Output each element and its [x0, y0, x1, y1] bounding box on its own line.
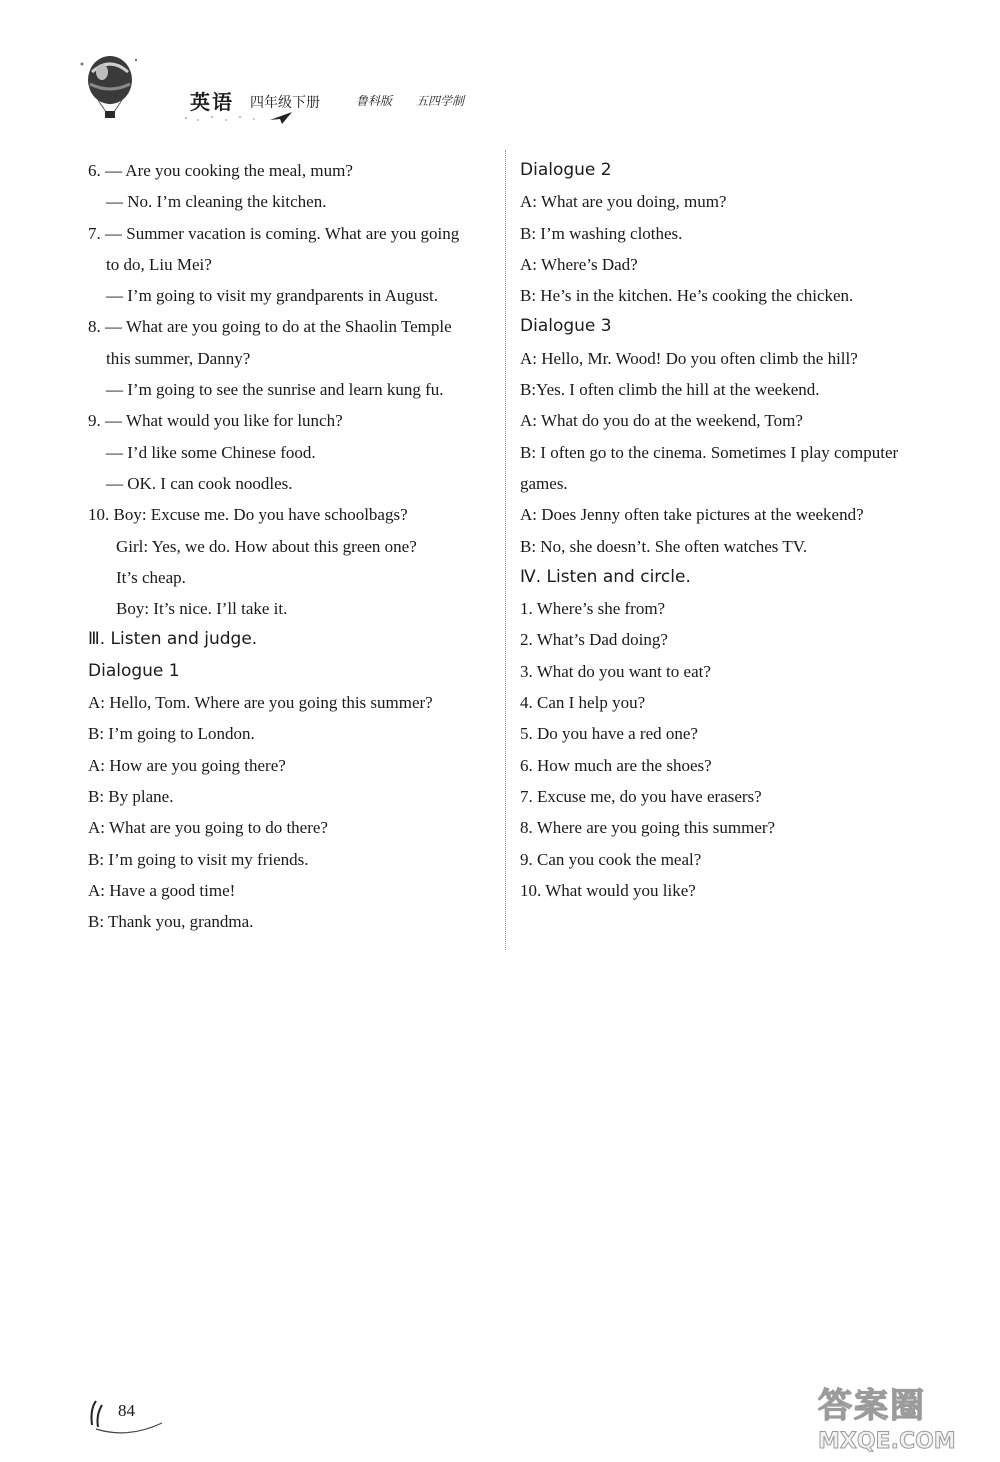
text-line: to do, Liu Mei?: [106, 254, 212, 274]
text-line: A: Hello, Tom. Where are you going this summer?: [88, 693, 433, 713]
text-line: 4. Can I help you?: [520, 693, 646, 713]
text-line: 7. Excuse me, do you have erasers?: [520, 786, 762, 806]
text-line: B: I’m going to visit my friends.: [88, 849, 309, 869]
text-line: 9. Can you cook the meal?: [520, 849, 702, 869]
text-line: A: Does Jenny often take pictures at the weekend?: [520, 505, 864, 525]
text-line: B: I’m going to London.: [88, 724, 255, 744]
text-line: A: Where’s Dad?: [520, 254, 638, 274]
text-line: 10. What would you like?: [520, 880, 696, 900]
text-line: 3. What do you want to eat?: [520, 661, 711, 681]
section-heading: Ⅳ. Listen and circle.: [520, 566, 691, 587]
text-line: B: I often go to the cinema. Sometimes I play computer: [520, 442, 899, 462]
dialogue-heading: Dialogue 2: [520, 160, 612, 180]
left-column: [88, 155, 493, 937]
text-line: A: Have a good time!: [88, 880, 236, 900]
text-line: 8. Where are you going this summer?: [520, 818, 776, 838]
text-line: A: What are you doing, mum?: [520, 192, 727, 212]
sparkle-decoration: [180, 112, 270, 124]
text-line: — I’m going to visit my grandparents in August.: [106, 286, 438, 306]
column-divider: [505, 150, 506, 950]
text-line: 10. Boy: Excuse me. Do you have schoolbags?: [88, 505, 408, 525]
text-line: — OK. I can cook noodles.: [106, 473, 293, 493]
text-line: — I’d like some Chinese food.: [106, 442, 316, 462]
right-column: [520, 155, 940, 906]
watermark-url: MXQE.COM: [818, 1429, 956, 1454]
text-line: B: Thank you, grandma.: [88, 912, 254, 932]
watermark-logo: 答案圈: [818, 1386, 926, 1426]
text-line: B:Yes. I often climb the hill at the weekend.: [520, 380, 820, 400]
dialogue-heading: Dialogue 3: [520, 316, 612, 337]
page-number: 84: [118, 1401, 135, 1420]
section-heading: Ⅲ. Listen and judge.: [88, 629, 258, 650]
text-line: Boy: It’s nice. I’ll take it.: [116, 599, 288, 619]
text-line: — I’m going to see the sunrise and learn kung fu.: [106, 380, 444, 400]
text-line: 1. Where’s she from?: [520, 599, 666, 619]
text-line: games.: [520, 473, 568, 493]
text-line: 6. — Are you cooking the meal, mum?: [88, 161, 353, 180]
text-line: this summer, Danny?: [106, 348, 251, 368]
grade-label: 四年级下册: [250, 95, 320, 111]
page-footer: [88, 1395, 208, 1435]
watermark: [818, 1378, 988, 1456]
text-line: A: How are you going there?: [88, 755, 286, 775]
text-line: Girl: Yes, we do. How about this green one?: [116, 536, 417, 556]
text-line: A: Hello, Mr. Wood! Do you often climb the hill?: [520, 348, 858, 368]
text-line: B: No, she doesn’t. She often watches TV.: [520, 536, 808, 556]
book-title: 英语: [190, 90, 234, 114]
text-line: 6. How much are the shoes?: [520, 755, 712, 775]
edition-label: 鲁科版: [356, 94, 393, 108]
text-line: B: I’m washing clothes.: [520, 223, 683, 243]
text-line: B: By plane.: [88, 786, 174, 806]
page-header: [60, 50, 520, 130]
text-line: 2. What’s Dad doing?: [520, 630, 668, 650]
paper-plane-icon: [270, 112, 292, 124]
text-line: 5. Do you have a red one?: [520, 724, 698, 744]
text-line: A: What are you going to do there?: [88, 818, 328, 838]
school-system-label: 五四学制: [416, 94, 465, 108]
text-line: 8. — What are you going to do at the Shaolin Temple: [88, 317, 452, 337]
text-line: 7. — Summer vacation is coming. What are you going: [88, 223, 460, 243]
hot-air-balloon-icon: [78, 54, 142, 124]
text-line: 9. — What would you like for lunch?: [88, 411, 343, 431]
text-line: — No. I’m cleaning the kitchen.: [106, 192, 327, 212]
text-line: It’s cheap.: [116, 567, 186, 587]
text-line: B: He’s in the kitchen. He’s cooking the chicken.: [520, 286, 854, 306]
dialogue-heading: Dialogue 1: [88, 660, 180, 681]
text-line: A: What do you do at the weekend, Tom?: [520, 411, 803, 431]
